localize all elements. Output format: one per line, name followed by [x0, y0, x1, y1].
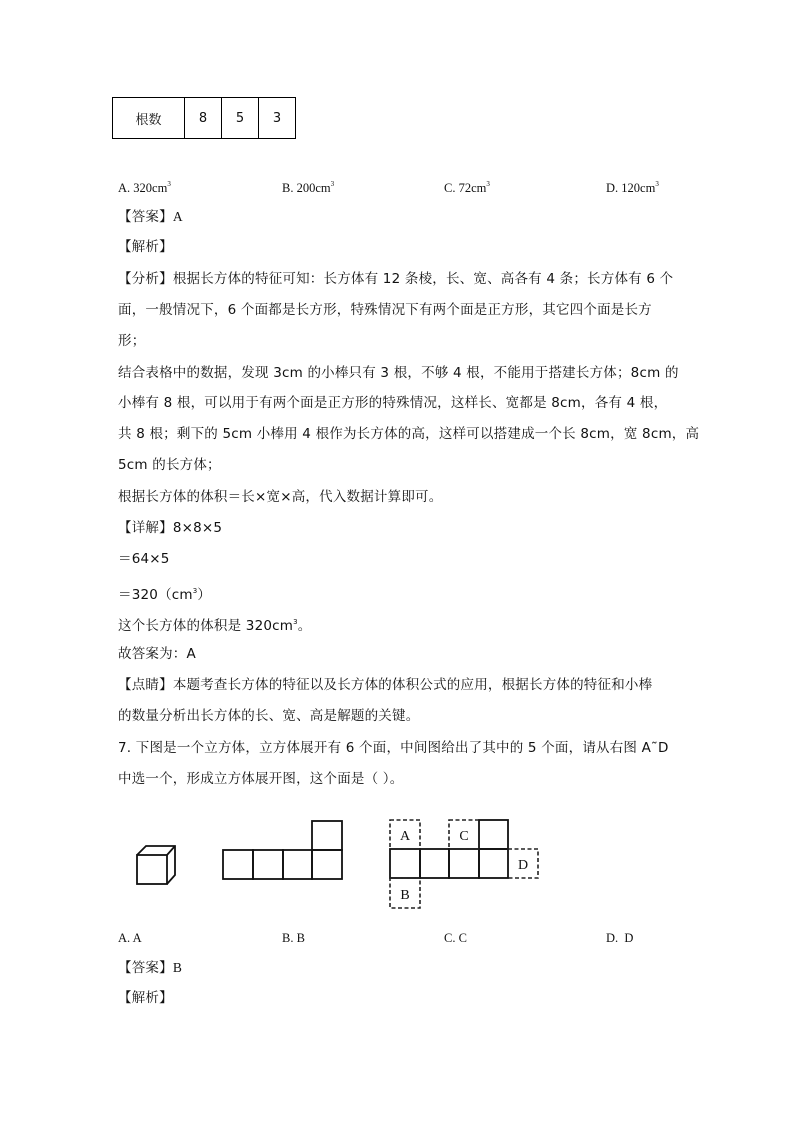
superscript: 3: [293, 618, 298, 626]
table-cell: 3: [259, 98, 296, 139]
net-face: [420, 849, 449, 878]
option-a: [118, 180, 171, 196]
paragraph-line: 5cm 的长方体；: [118, 457, 221, 473]
option-d: [606, 931, 633, 946]
fenxi-line: [118, 270, 673, 288]
equation: ＝320（cm: [118, 587, 193, 603]
option-letter: C.: [444, 931, 456, 945]
cube-icon: [137, 846, 175, 884]
paragraph-text: 根据长方体的特征可知：长方体有 12 条棱，长、宽、高各有 4 条；长方体有 6 个: [172, 271, 674, 287]
stick-count-table: [112, 97, 296, 139]
option-net-figure: [385, 816, 545, 916]
option-value: 72cm: [458, 181, 487, 195]
option-letter: D.: [606, 181, 619, 195]
net-face: [223, 850, 253, 879]
volume-sentence: 这个长方体的体积是 320cm: [118, 618, 294, 634]
superscript: 3: [330, 180, 335, 188]
option-b: [282, 931, 305, 946]
paragraph-line: 形；: [118, 333, 146, 349]
option-value: 200cm: [296, 181, 331, 195]
net-face: [449, 849, 479, 878]
paragraph-line: 面，一般情况下，6 个面都是长方形，特殊情况下有两个面是正方形，其它四个面是长方: [118, 302, 652, 318]
paragraph-line: 的数量分析出长方体的长、宽、高是解题的关键。: [118, 708, 420, 724]
paragraph-line: 共 8 根；剩下的 5cm 小棒用 4 根作为长方体的高，这样可以搭建成一个长 8cm，宽 8cm，高: [118, 426, 700, 442]
xiangjie-tag: 【详解】: [118, 520, 173, 536]
option-value: D: [624, 931, 634, 945]
paragraph-line: 小棒有 8 根，可以用于有两个面是正方形的特殊情况，这样长、宽都是 8cm，各有 4 根，: [118, 395, 668, 411]
table-label-cell: 根数: [113, 98, 185, 139]
question-7-line: 中选一个，形成立方体展开图，这个面是（ ）。: [118, 771, 404, 787]
face-label: B: [400, 888, 410, 903]
table-cell: 8: [185, 98, 222, 139]
answer-value: B: [172, 960, 183, 975]
equation-line: [118, 582, 211, 604]
superscript: 3: [655, 180, 659, 188]
analysis-tag: 【解析】: [118, 990, 173, 1006]
partial-net-figure: [220, 818, 346, 882]
face-label: D: [517, 858, 529, 873]
equation: 8×8×5: [172, 520, 223, 536]
analysis-tag: 【解析】: [118, 239, 173, 255]
option-value: 320cm: [133, 181, 168, 195]
option-c: [444, 180, 490, 196]
option-letter: C.: [444, 181, 456, 195]
volume-line: [118, 613, 312, 635]
option-letter: D.: [606, 931, 619, 945]
option-value: B: [296, 931, 305, 945]
net-face: [283, 850, 312, 879]
net-face: [253, 850, 283, 879]
net-face: [312, 821, 342, 850]
paragraph-line: 结合表格中的数据，发现 3cm 的小棒只有 3 根，不够 4 根，不能用于搭建长方体；8cm 的: [118, 365, 679, 381]
paragraph-line: 根据长方体的体积＝长×宽×高，代入数据计算即可。: [118, 489, 443, 505]
net-face: [479, 849, 508, 878]
answer-line: [118, 959, 182, 977]
option-value: C: [458, 931, 467, 945]
dianjing-tag: 【点睛】: [118, 677, 173, 693]
final-answer: 故答案为：A: [118, 646, 196, 662]
option-letter: A.: [118, 181, 131, 195]
option-letter: B.: [282, 931, 294, 945]
cube-figure: [130, 838, 182, 888]
option-value: 120cm: [621, 181, 656, 195]
superscript: 3: [192, 587, 198, 595]
answer-tag: 【答案】: [118, 960, 173, 976]
option-d: [606, 180, 659, 196]
option-c: [444, 931, 467, 946]
dianjing-line: [118, 676, 652, 694]
superscript: 3: [486, 180, 490, 188]
option-letter: A.: [118, 931, 131, 945]
option-letter: B.: [282, 181, 294, 195]
table-cell: 5: [222, 98, 259, 139]
answer-line: [118, 208, 183, 226]
answer-tag: 【答案】: [118, 209, 173, 225]
paragraph-text: 本题考查长方体的特征以及长方体的体积公式的应用，根据长方体的特征和小棒: [172, 677, 653, 693]
equation-end: ）: [197, 587, 212, 603]
fenxi-tag: 【分析】: [118, 271, 173, 287]
xiangjie-line: [118, 519, 222, 537]
option-a: [118, 931, 142, 946]
table-row: [113, 98, 296, 139]
face-label: A: [399, 829, 411, 844]
sentence-end: 。: [297, 618, 312, 634]
net-face: [479, 820, 508, 849]
question-7-line: 7. 下图是一个立方体，立方体展开有 6 个面，中间图给出了其中的 5 个面，请从右图 A˜D: [118, 740, 669, 756]
option-b: [282, 180, 334, 196]
answer-value: A: [172, 209, 183, 224]
equation: ＝64×5: [118, 551, 170, 567]
superscript: 3: [167, 180, 171, 188]
face-label: C: [459, 829, 469, 844]
option-value: A: [132, 931, 142, 945]
net-face: [390, 849, 420, 878]
net-face: [312, 850, 342, 879]
